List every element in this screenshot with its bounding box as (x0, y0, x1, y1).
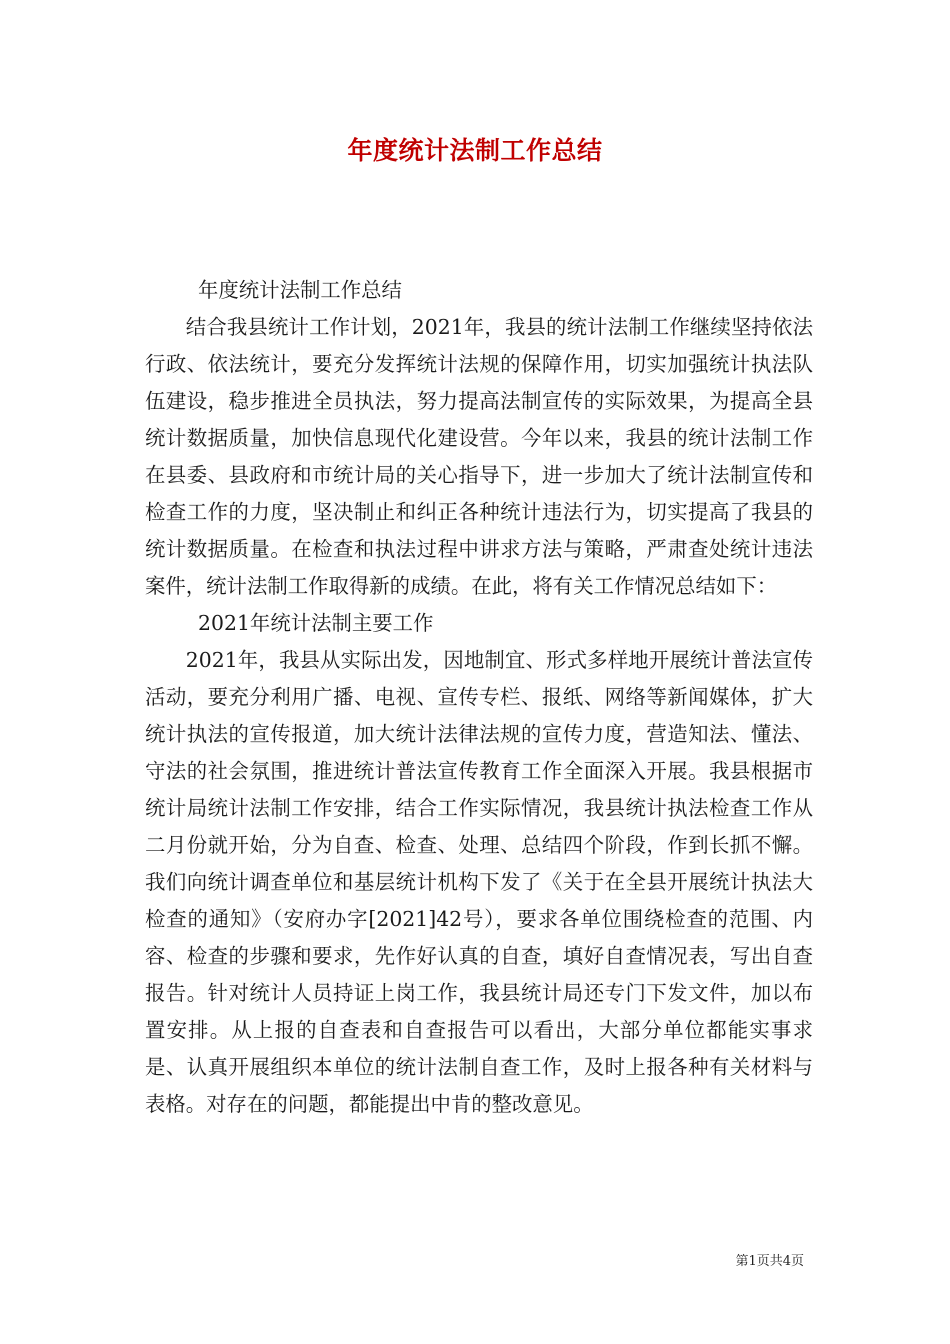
document-body (145, 272, 813, 1123)
document-title: 年度统计法制工作总结 (347, 136, 603, 165)
intro-paragraph: 结合我县统计工作计划，2021年，我县的统计法制工作继续坚持依法行政、依法统计，要充分发挥统计法规的保障作用，切实加强统计执法队伍建设，稳步推进全员执法，努力提高法制宣传的实际效果，为提高全县统计数据质量，加快信息现代化建设营。今年以来，我县的统计法制工作在县委、县政府和市统计局的关心指导下，进一步加大了统计法制宣传和检查工作的力度，坚决制止和纠正各种统计违法行为，切实提高了我县的统计数据质量。在检查和执法过程中讲求方法与策略，严肃查处统计违法案件，统计法制工作取得新的成绩。在此，将有关工作情况总结如下： (145, 315, 813, 598)
page-indicator: 第1页共4页 (735, 1254, 804, 1269)
section-heading: 2021年统计法制主要工作 (198, 611, 434, 635)
section-paragraph: 2021年，我县从实际出发，因地制宜、形式多样地开展统计普法宣传活动，要充分利用广播、电视、宣传专栏、报纸、网络等新闻媒体，扩大统计执法的宣传报道，加大统计法律法规的宣传力度，营造知法、懂法、守法的社会氛围，推进统计普法宣传教育工作全面深入开展。我县根据市统计局统计法制工作安排，结合工作实际情况，我县统计执法检查工作从二月份就开始，分为自查、检查、处理、总结四个阶段，作到长抓不懈。我们向统计调查单位和基层统计机构下发了《关于在全县开展统计执法大检查的通知》（安府办字[2021]42号），要求各单位围绕检查的范围、内容、检查的步骤和要求，先作好认真的自查，填好自查情况表，写出自查报告。针对统计人员持证上岗工作，我县统计局还专门下发文件，加以布置安排。从上报的自查表和自查报告可以看出，大部分单位都能实事求是、认真开展组织本单位的统计法制自查工作，及时上报各种有关材料与表格。对存在的问题，都能提出中肯的整改意见。 (145, 648, 813, 1116)
document-subtitle: 年度统计法制工作总结 (198, 278, 402, 302)
